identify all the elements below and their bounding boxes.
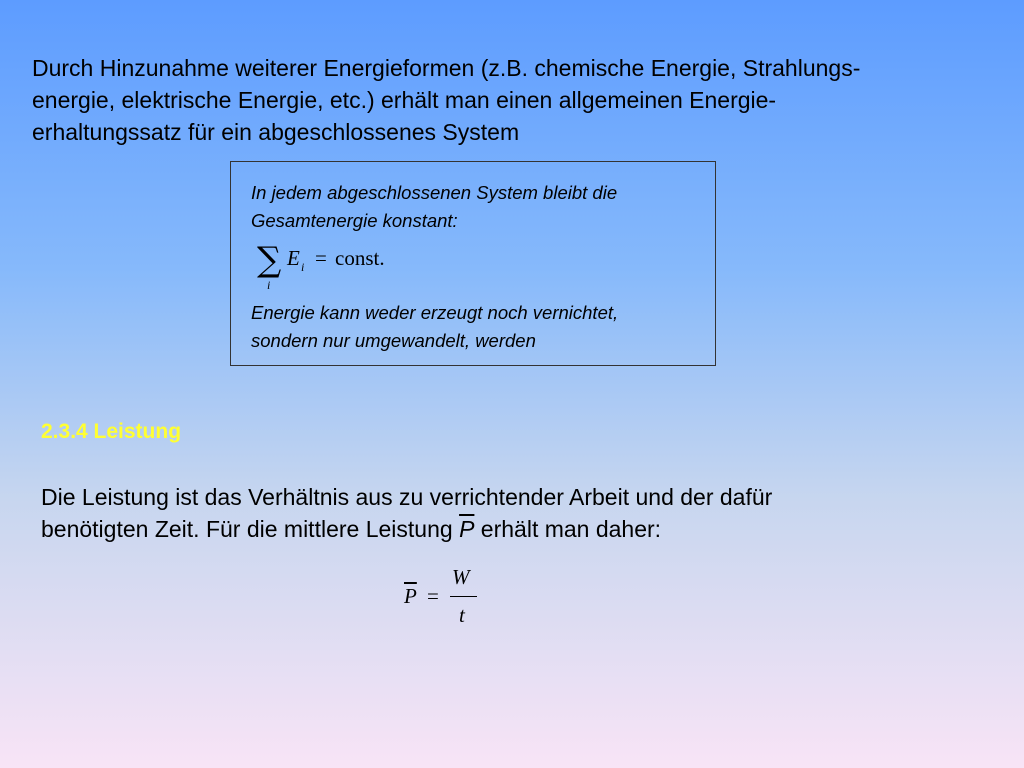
power-paragraph <box>41 481 1001 545</box>
energy-variable: E <box>287 246 300 270</box>
formula-equals: = <box>427 584 439 608</box>
sum-symbol: ∑ <box>257 240 282 280</box>
intro-line-2: energie, elektrische Energie, etc.) erhält man einen allgemeinen Energie- <box>32 87 777 113</box>
mean-power-formula <box>400 562 500 632</box>
fraction-bar <box>450 596 477 597</box>
sum-index: i <box>267 278 271 292</box>
energy-conservation-box <box>230 161 716 366</box>
energy-sum-formula <box>255 240 435 300</box>
section-heading: 2.3.4 Leistung <box>41 420 182 443</box>
equals-sign: = <box>315 246 327 270</box>
box-conclusion-line-2: sondern nur umgewandelt, werden <box>251 330 536 351</box>
intro-line-1: Durch Hinzunahme weiterer Energieformen (z.B. chemische Energie, Strahlungs- <box>32 55 861 81</box>
mean-power-symbol: $\overline{P}$ <box>459 516 475 542</box>
const-value: const. <box>335 246 385 270</box>
formula-numerator-W: W <box>452 565 470 589</box>
power-line-2 <box>41 513 1001 545</box>
box-statement-line-2: Gesamtenergie konstant: <box>251 210 458 231</box>
formula-lhs-P: $\overline{P}$ <box>404 584 417 608</box>
power-line-2-after: erhält man daher: <box>474 516 662 542</box>
power-line-1: Die Leistung ist das Verhältnis aus zu verrichtender Arbeit und der dafür <box>41 484 773 510</box>
power-line-2-before: benötigten Zeit. Für die mittlere Leistung <box>41 516 460 542</box>
energy-subscript: i <box>301 260 305 274</box>
intro-paragraph <box>32 52 1012 148</box>
box-statement-line-1: In jedem abgeschlossenen System bleibt die <box>251 182 618 203</box>
box-conclusion-line-1: Energie kann weder erzeugt noch vernichtet, <box>251 302 619 323</box>
formula-denominator-t: t <box>459 603 465 627</box>
intro-line-3: erhaltungssatz für ein abgeschlossenes System <box>32 119 520 145</box>
